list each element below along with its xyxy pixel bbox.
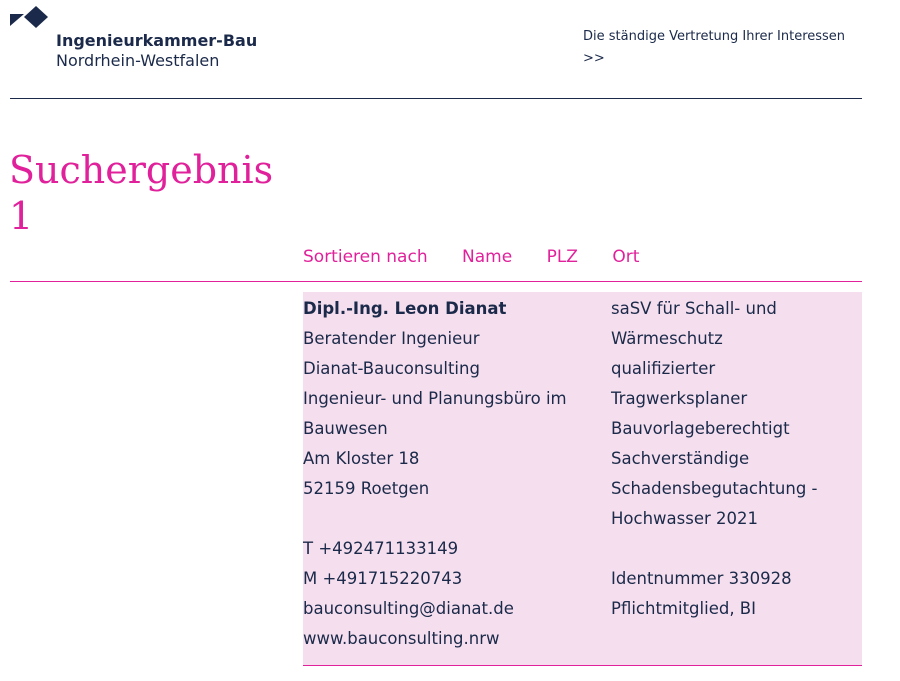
qualification-line: Schadensbegutachtung - — [611, 479, 818, 498]
page-title-text: Suchergebnis — [9, 148, 274, 192]
person-title: Beratender Ingenieur — [303, 329, 480, 348]
website-link[interactable]: www.bauconsulting.nrw — [303, 629, 500, 648]
membership: Pflichtmitglied, BI — [611, 599, 756, 618]
logo-line2: Nordrhein-Westfalen — [56, 51, 220, 70]
tagline-text: Die ständige Vertretung Ihrer Interessen — [583, 29, 846, 44]
qualification-line: Sachverständige — [611, 449, 750, 468]
qualification-line: Wärmeschutz — [611, 329, 723, 348]
sort-by-plz-link[interactable]: PLZ — [546, 247, 578, 267]
tagline-link[interactable] — [583, 26, 845, 70]
company-name: Dianat-Bauconsulting — [303, 359, 480, 378]
contact-column — [303, 294, 567, 654]
city: 52159 Roetgen — [303, 479, 430, 498]
result-count: 1 — [9, 194, 34, 238]
sort-label: Sortieren nach — [303, 247, 428, 267]
logo-diamond-icon — [10, 6, 50, 32]
qualification-line: Bauvorlageberechtigt — [611, 419, 790, 438]
person-name: Dipl.-Ing. Leon Dianat — [303, 299, 507, 318]
mobile[interactable]: M +491715220743 — [303, 569, 463, 588]
logo-line1: Ingenieurkammer-Bau — [56, 31, 258, 50]
ident-number: Identnummer 330928 — [611, 569, 792, 588]
qualification-line: Hochwasser 2021 — [611, 509, 759, 528]
result-card — [303, 292, 862, 666]
phone[interactable]: T +492471133149 — [303, 539, 459, 558]
spacer — [303, 504, 567, 534]
qualification-line: Tragwerksplaner — [611, 389, 748, 408]
header-divider — [10, 98, 862, 99]
sort-by-ort-link[interactable]: Ort — [612, 247, 640, 267]
sort-by-name-link[interactable]: Name — [462, 247, 513, 267]
sort-divider — [10, 281, 862, 282]
tagline-more: >> — [583, 51, 605, 66]
page-title — [9, 147, 273, 239]
qualification-column — [611, 294, 818, 624]
street: Am Kloster 18 — [303, 449, 420, 468]
spacer — [611, 534, 818, 564]
company-desc-2: Bauwesen — [303, 419, 388, 438]
qualification-line: qualifizierter — [611, 359, 716, 378]
email-link[interactable]: bauconsulting@dianat.de — [303, 599, 514, 618]
qualification-line: saSV für Schall- und — [611, 299, 777, 318]
company-desc-1: Ingenieur- und Planungsbüro im — [303, 389, 567, 408]
sort-bar — [303, 247, 639, 267]
